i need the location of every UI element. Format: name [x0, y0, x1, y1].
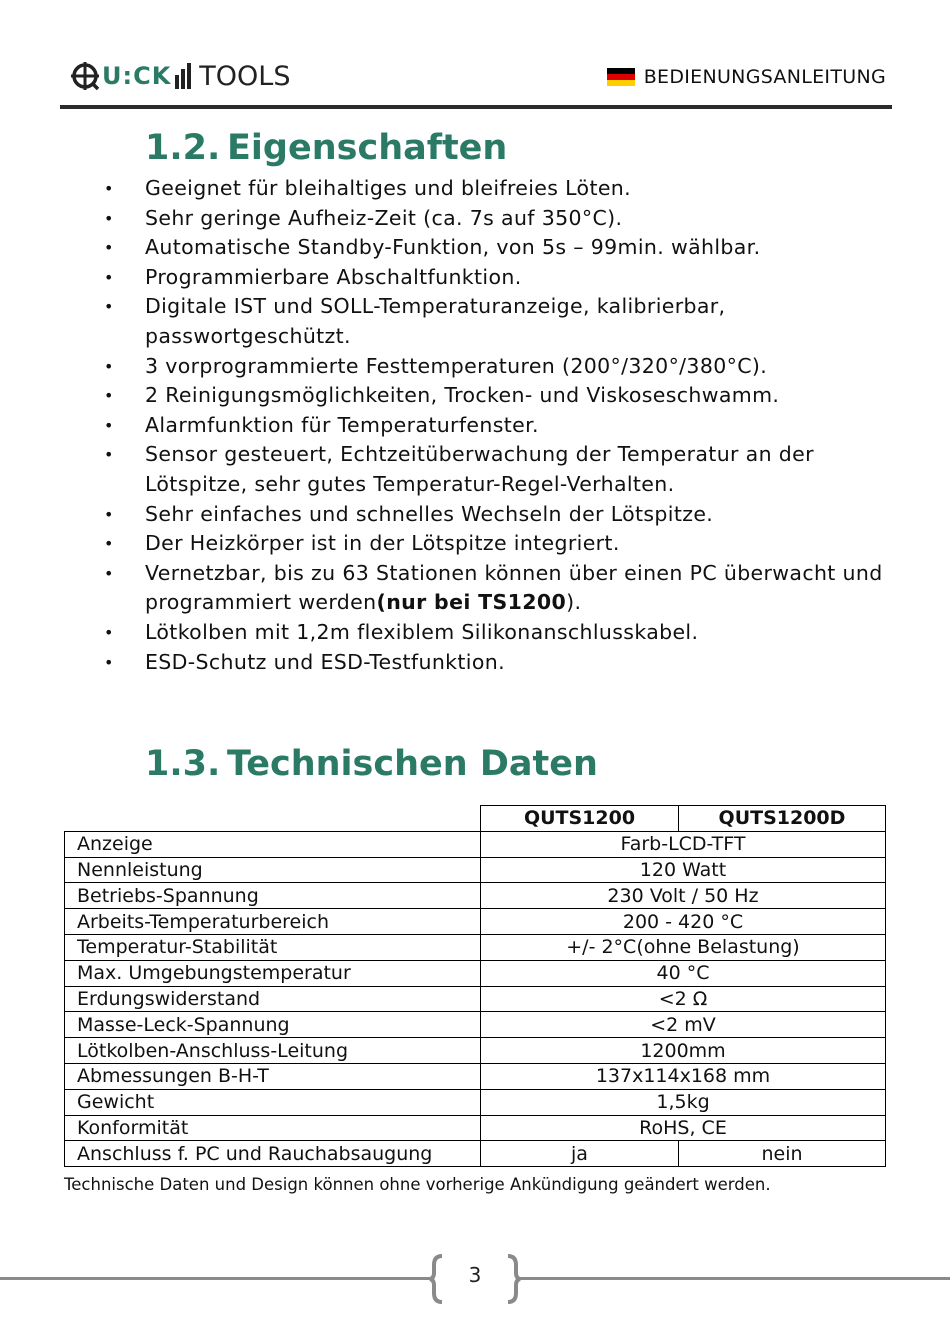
list-item: • Vernetzbar, bis zu 63 Stationen können über einen PC überwacht und programmiert werden(nur bei TS1200).	[104, 560, 883, 615]
table-header-row	[65, 806, 886, 832]
document-type-label: BEDIENUNGSANLEITUNG	[643, 66, 886, 88]
row-label: Max. Umgebungstemperatur	[65, 960, 481, 986]
row-label: Lötkolben-Anschluss-Leitung	[65, 1038, 481, 1064]
footer-line-left	[0, 1277, 430, 1280]
row-value: Farb-LCD-TFT	[481, 831, 886, 857]
row-label: Anschluss f. PC und Rauchabsaugung	[65, 1141, 481, 1167]
row-value: RoHS, CE	[481, 1115, 886, 1141]
row-value: <2 mV	[481, 1012, 886, 1038]
row-value: 230 Volt / 50 Hz	[481, 883, 886, 909]
row-label: Arbeits-Temperaturbereich	[65, 909, 481, 935]
logo-text-tools: TOOLS	[199, 60, 291, 92]
list-item: • Alarmfunktion für Temperaturfenster.	[104, 412, 539, 437]
row-label: Betriebs-Spannung	[65, 883, 481, 909]
list-item: • 2 Reinigungsmöglichkeiten, Trocken- und Viskoseschwamm.	[104, 383, 780, 408]
table-row	[65, 883, 886, 909]
row-label: Erdungswiderstand	[65, 986, 481, 1012]
list-item: • Lötkolben mit 1,2m flexiblem Silikonanschlusskabel.	[104, 619, 699, 644]
table-row	[65, 1012, 886, 1038]
list-item: • Sensor gesteuert, Echtzeitüberwachung der Temperatur an der Lötspitze, sehr gutes Temperatur-Regel-Verhalten.	[104, 442, 814, 496]
list-item: • Der Heizkörper ist in der Lötspitze integriert.	[104, 531, 620, 556]
row-value: 1,5kg	[481, 1089, 886, 1115]
section-number: 1.3.	[145, 744, 221, 784]
row-value: <2 Ω	[481, 986, 886, 1012]
row-label: Temperatur-Stabilität	[65, 934, 481, 960]
row-value: 200 - 420 °C	[481, 909, 886, 935]
table-row	[65, 1115, 886, 1141]
specs-table	[64, 805, 886, 1167]
list-item: • 3 vorprogrammierte Festtemperaturen (200°/320°/380°C).	[104, 353, 768, 378]
table-row	[65, 1063, 886, 1089]
row-value: 120 Watt	[481, 857, 886, 883]
column-header: QUTS1200D	[679, 806, 886, 832]
list-item: • Geeignet für bleihaltiges und bleifreies Löten.	[104, 176, 632, 200]
table-row	[65, 1038, 886, 1064]
list-item: • Digitale IST und SOLL-Temperaturanzeige, kalibrierbar, passwortgeschützt.	[104, 294, 726, 348]
list-item: • Sehr einfaches und schnelles Wechseln der Lötspitze.	[104, 501, 714, 526]
list-item: • ESD-Schutz und ESD-Testfunktion.	[104, 649, 505, 674]
logo-crosshair-icon	[70, 61, 100, 91]
footer-line-right	[520, 1277, 950, 1280]
row-value: 1200mm	[481, 1038, 886, 1064]
row-value: 40 °C	[481, 960, 886, 986]
row-label: Gewicht	[65, 1089, 481, 1115]
table-row	[65, 1141, 886, 1167]
row-label: Abmessungen B-H-T	[65, 1063, 481, 1089]
row-label: Konformität	[65, 1115, 481, 1141]
logo-text-quick: U:CK	[102, 62, 172, 90]
header-divider	[60, 105, 892, 109]
german-flag-icon	[607, 68, 635, 86]
row-value: 137x114x168 mm	[481, 1063, 886, 1089]
table-row	[65, 960, 886, 986]
document-type	[607, 66, 886, 88]
features-list	[96, 174, 896, 677]
logo-bars-icon	[175, 63, 193, 89]
section-heading-features	[145, 128, 507, 168]
list-item: • Sehr geringe Aufheiz-Zeit (ca. 7s auf 350°C).	[104, 205, 623, 230]
section-title: Eigenschaften	[227, 128, 508, 168]
table-row	[65, 831, 886, 857]
section-title: Technischen Daten	[227, 744, 598, 784]
disclaimer-note: Technische Daten und Design können ohne vorherige Ankündigung geändert werden.	[64, 1175, 771, 1194]
section-number: 1.2.	[145, 128, 221, 168]
row-value: nein	[679, 1141, 886, 1167]
list-item: • Automatische Standby-Funktion, von 5s – 99min. wählbar.	[104, 235, 761, 260]
table-row	[65, 986, 886, 1012]
column-header: QUTS1200	[481, 806, 679, 832]
table-row	[65, 909, 886, 935]
list-item: • Programmierbare Abschaltfunktion.	[104, 264, 522, 289]
brand-logo	[70, 56, 290, 96]
row-label: Anzeige	[65, 831, 481, 857]
page-number: 3	[468, 1263, 482, 1287]
row-value: +/- 2°C(ohne Belastung)	[481, 934, 886, 960]
table-row	[65, 934, 886, 960]
row-label: Nennleistung	[65, 857, 481, 883]
table-row	[65, 857, 886, 883]
row-value: ja	[481, 1141, 679, 1167]
table-row	[65, 1089, 886, 1115]
row-label: Masse-Leck-Spannung	[65, 1012, 481, 1038]
section-heading-specs	[145, 744, 598, 784]
